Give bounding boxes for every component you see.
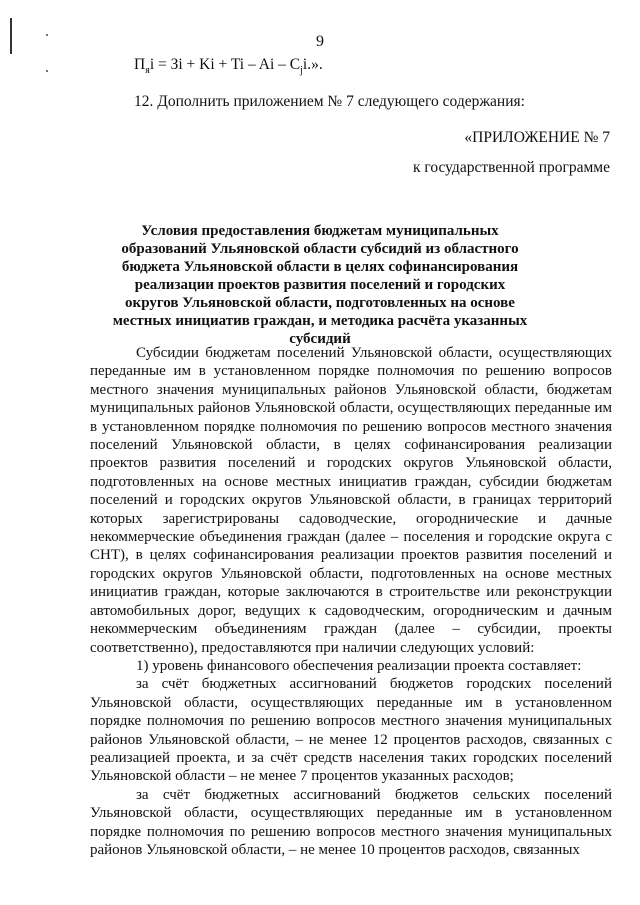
formula-end: i.».: [302, 56, 323, 73]
paragraph: за счёт бюджетных ассигнований бюджетов сельских поселений Ульяновской области, осуществляющих переданные им в установленном порядке полномочия по решению вопросов местного значения муниципальных районов Ульяновской области, – не менее 10 процентов расходов, связанных: [90, 786, 612, 858]
page-number: 9: [316, 33, 324, 50]
scan-dot: [46, 70, 48, 72]
appendix-subtitle: к государственной программе: [412, 159, 610, 176]
paragraph: за счёт бюджетных ассигнований бюджетов городских поселений Ульяновской области, осуществляющих переданные им в установленном порядке полномочия по решению вопросов местного значения муниципальных районов Ульяновской области, – не менее 12 процентов расходов, связанных с реализацией проекта, и за счёт средств населения таких городских поселений Ульяновской области – не менее 7 процентов указанных расходов;: [90, 676, 612, 785]
paragraph: 1) уровень финансового обеспечения реализации проекта составляет:: [136, 657, 582, 674]
document-heading: Условия предоставления бюджетам муниципальных образований Ульяновской области субсидий из областного бюджета Ульяновской области в целях софинансирования реализации проектов развития поселений и городских округов Ульяновской области, подготовленных на основе местных инициатив граждан, и методика расчёта указанных субсидий: [112, 223, 528, 347]
formula-rhs: i = Зi + Ki + Ti – Ai – C: [149, 56, 301, 73]
appendix-title: «ПРИЛОЖЕНИЕ № 7: [464, 129, 610, 146]
formula-lhs-subscript: я: [145, 65, 150, 77]
formula-line: [134, 56, 323, 76]
paragraph: Субсидии бюджетам поселений Ульяновской области, осуществляющих переданные им в установленном порядке полномочия по решению вопросов местного значения муниципальных районов Ульяновской области, бюджетам муниципальных районов Ульяновской области, осуществляющих переданные им в установленном порядке полномочия по решению вопросов местного значения поселений Ульяновской области, в целях софинансирования реализации проектов развития поселений и городских округов Ульяновской области, подготовленных на основе местных инициатив граждан, субсидии бюджетам поселений и городских округов Ульяновской области, в границах территорий которых зарегистрированы садоводческие, огороднические и дачные некоммерческие объединения граждан (далее – поселения и городские округа с СНТ), в целях софинансирования реализации проектов развития поселений и городских округов Ульяновской области, подготовленных на основе местных инициатив граждан, которые заключаются в строительстве или реконструкции автомобильных дорог, ведущих к садоводческим, огородническим и дачным некоммерческим объединениям граждан (далее – субсидии, проекты соответственно), предоставляются при наличии следующих условий:: [90, 345, 612, 656]
formula-lhs: П: [134, 56, 146, 73]
amendment-clause: 12. Дополнить приложением № 7 следующего содержания:: [134, 93, 525, 110]
formula-rhs-subscript: j: [300, 65, 303, 77]
document-body: [90, 344, 612, 859]
